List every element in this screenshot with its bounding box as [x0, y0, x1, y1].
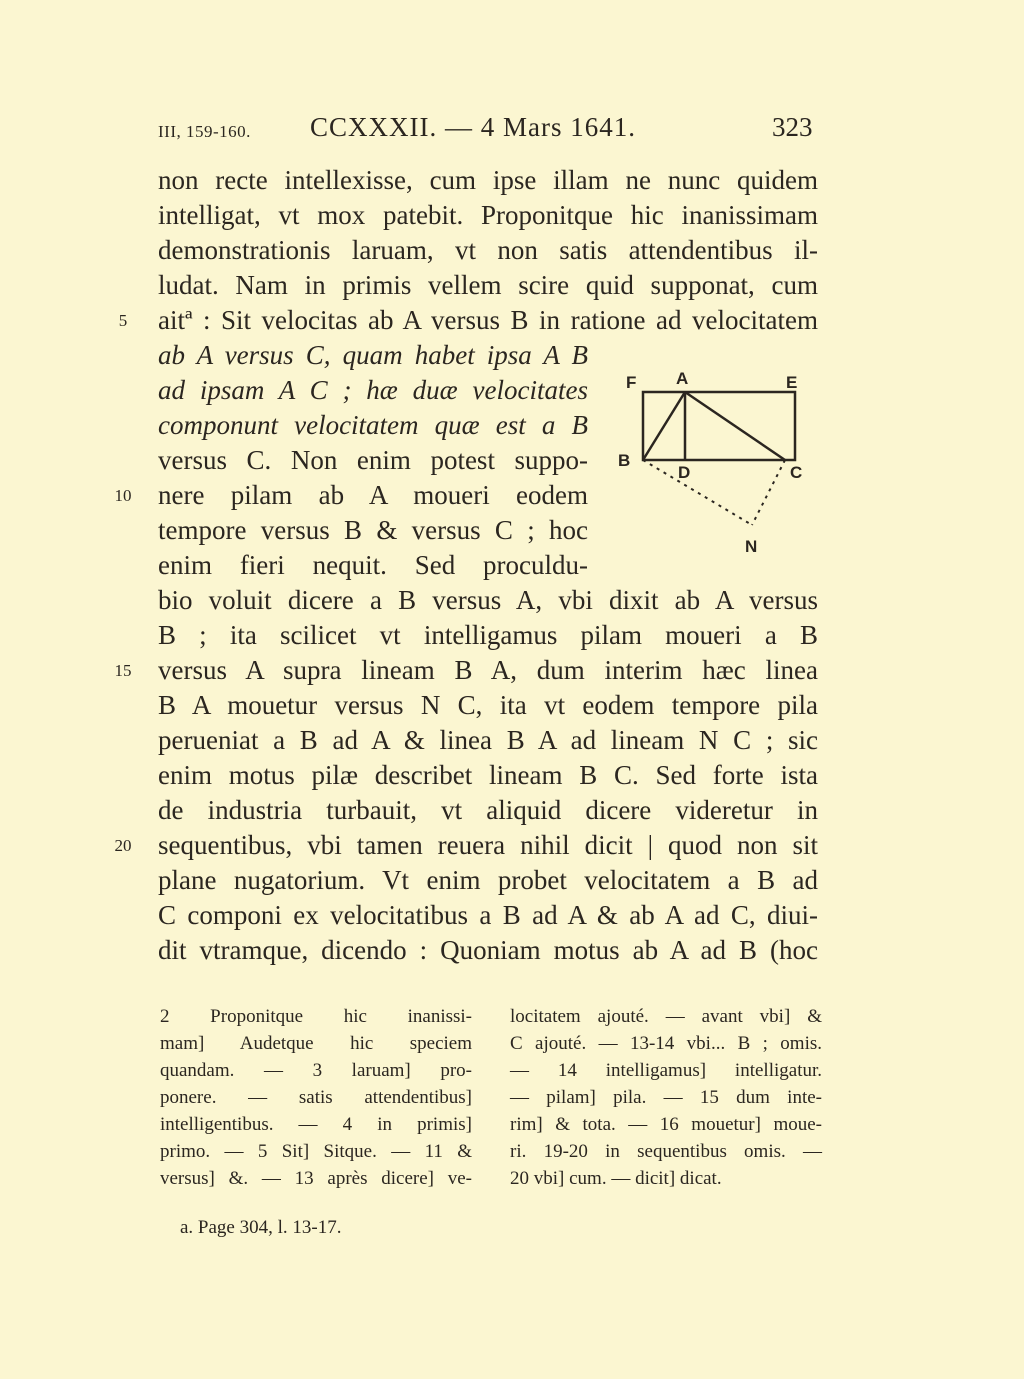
- geometry-diagram: [610, 360, 820, 560]
- dotted-line-BN: [643, 460, 752, 525]
- footnote-line: 20 vbi] cum. — dicit] dicat.: [510, 1168, 722, 1189]
- body-line: C componi ex velocitatibus a B ad A & ab A ad C, diui-: [158, 900, 818, 930]
- footnote-line: — 14 intelligamus] intelligatur.: [510, 1060, 822, 1081]
- footnote-line: locitatem ajouté. — avant vbi] &: [510, 1006, 822, 1027]
- footnote-line: ponere. — satis attendentibus]: [160, 1087, 472, 1108]
- body-line: perueniat a B ad A & linea B A ad lineam N C ; sic: [158, 725, 818, 755]
- body-line: non recte intellexisse, cum ipse illam ne nunc quidem: [158, 165, 818, 195]
- body-line: enim motus pilæ describet lineam B C. Sed forte ista: [158, 760, 818, 790]
- dotted-line-CN: [752, 460, 785, 525]
- body-line: aitª : Sit velocitas ab A versus B in ratione ad velocitatem: [158, 305, 818, 335]
- header-title: CCXXXII. — 4 Mars 1641.: [310, 112, 636, 142]
- body-line: versus A supra lineam B A, dum interim hæc linea: [158, 655, 818, 685]
- footnote-line: intelligentibus. — 4 in primis]: [160, 1114, 472, 1135]
- body-line: versus C. Non enim potest suppo-: [158, 445, 588, 475]
- body-line: nere pilam ab A moueri eodem: [158, 480, 588, 510]
- body-line: ludat. Nam in primis vellem scire quid supponat, cum: [158, 270, 818, 300]
- page-number: 323: [772, 112, 813, 142]
- label-E: E: [786, 373, 798, 392]
- footnote-line: rim] & tota. — 16 mouetur] moue-: [510, 1114, 822, 1135]
- label-F: F: [626, 373, 637, 392]
- body-line: demonstrationis laruam, vt non satis attendentibus il-: [158, 235, 818, 265]
- body-line: componunt velocitatem quæ est a B: [158, 410, 588, 440]
- line-number: 10: [114, 486, 132, 505]
- footnote-line: 2 Proponitque hic inanissi-: [160, 1006, 472, 1027]
- line-number: 5: [118, 311, 128, 330]
- line-AC: [685, 392, 785, 460]
- footnote-line: mam] Audetque hic speciem: [160, 1033, 472, 1054]
- footnote-line: primo. — 5 Sit] Sitque. — 11 &: [160, 1141, 472, 1162]
- label-C: C: [790, 463, 803, 482]
- body-line: B ; ita scilicet vt intelligamus pilam moueri a B: [158, 620, 818, 650]
- body-line: ad ipsam A C ; hæ duæ velocitates: [158, 375, 588, 405]
- line-number: 20: [114, 836, 132, 855]
- body-line: enim fieri nequit. Sed proculdu-: [158, 550, 588, 580]
- header-reference: III, 159-160.: [158, 122, 251, 141]
- label-B: B: [618, 451, 631, 470]
- label-N: N: [745, 537, 758, 556]
- body-line: B A mouetur versus N C, ita vt eodem tempore pila: [158, 690, 818, 720]
- footnote-line: versus] &. — 13 après dicere] ve-: [160, 1168, 472, 1189]
- body-line: ab A versus C, quam habet ipsa A B: [158, 340, 588, 370]
- line-number: 15: [114, 661, 132, 680]
- label-D: D: [678, 463, 691, 482]
- footnote-line: — pilam] pila. — 15 dum inte-: [510, 1087, 822, 1108]
- label-A: A: [676, 369, 689, 388]
- footnote-line: C ajouté. — 13-14 vbi... B ; omis.: [510, 1033, 822, 1054]
- body-line: de industria turbauit, vt aliquid dicere videretur in: [158, 795, 818, 825]
- footnote-line: quandam. — 3 laruam] pro-: [160, 1060, 472, 1081]
- body-line: plane nugatorium. Vt enim probet velocitatem a B ad: [158, 865, 818, 895]
- body-line: bio voluit dicere a B versus A, vbi dixit ab A versus: [158, 585, 818, 615]
- body-line: sequentibus, vbi tamen reuera nihil dicit | quod non sit: [158, 830, 818, 860]
- line-BA: [643, 392, 685, 460]
- footnote-line: ri. 19-20 in sequentibus omis. —: [510, 1141, 822, 1162]
- footnote-a: a. Page 304, l. 13-17.: [180, 1217, 342, 1238]
- body-line: intelligat, vt mox patebit. Proponitque hic inanissimam: [158, 200, 818, 230]
- body-line: dit vtramque, dicendo : Quoniam motus ab A ad B (hoc: [158, 935, 818, 965]
- body-line: tempore versus B & versus C ; hoc: [158, 515, 588, 545]
